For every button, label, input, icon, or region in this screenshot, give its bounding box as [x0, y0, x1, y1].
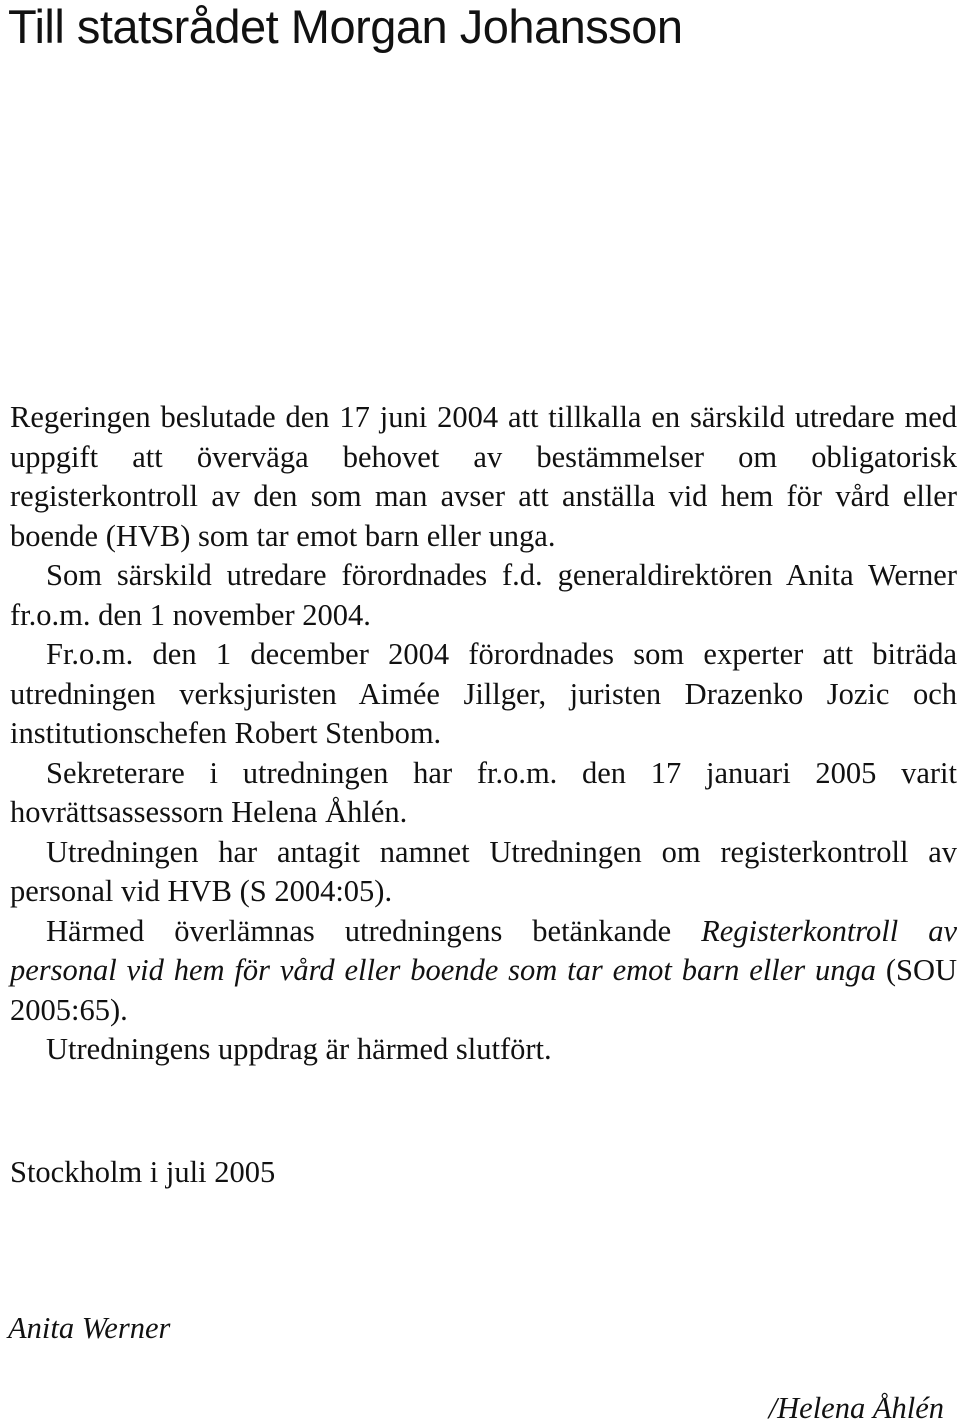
paragraph-submission [10, 912, 957, 1031]
paragraph-experts: Fr.o.m. den 1 december 2004 förordnades som experter att biträda utredningen verksjuristen Aimée Jillger, juristen Drazenko Jozic och institutionschefen Robert Stenbom. [10, 637, 957, 750]
paragraph-inquiry-name: Utredningen har antagit namnet Utredningen om registerkontroll av personal vid HVB (S 2004:05). [10, 834, 957, 908]
letter-body [10, 398, 957, 1070]
paragraph-appointment: Som särskild utredare förordnades f.d. generaldirektören Anita Werner fr.o.m. den 1 november 2004. [10, 558, 957, 632]
submission-suffix: (SOU 2005:65). [10, 953, 957, 1027]
place-and-date: Stockholm i juli 2005 [10, 1155, 276, 1189]
paragraph-commission: Regeringen beslutade den 17 juni 2004 att tillkalla en särskild utredare med uppgift att överväga behovet av bestämmelser om obligatorisk registerkontroll av den som man avser att anställa vid hem för vård eller boende (HVB) som tar emot barn eller unga. [10, 400, 957, 553]
report-title: Registerkontroll av personal vid hem för vård eller boende som tar emot barn eller unga [10, 913, 957, 987]
letter-heading: Till statsrådet Morgan Johansson [8, 0, 683, 53]
paragraph-secretary: Sekreterare i utredningen har fr.o.m. den 17 januari 2005 varit hovrättsassessorn Helena Åhlén. [10, 755, 957, 829]
signature-helena-ahlen: /Helena Åhlén [768, 1391, 944, 1425]
paragraph-completed: Utredningens uppdrag är härmed slutfört. [46, 1032, 552, 1066]
submission-prefix: Härmed överlämnas utredningens betänkande [46, 913, 702, 948]
signature-anita-werner: Anita Werner [8, 1311, 171, 1345]
